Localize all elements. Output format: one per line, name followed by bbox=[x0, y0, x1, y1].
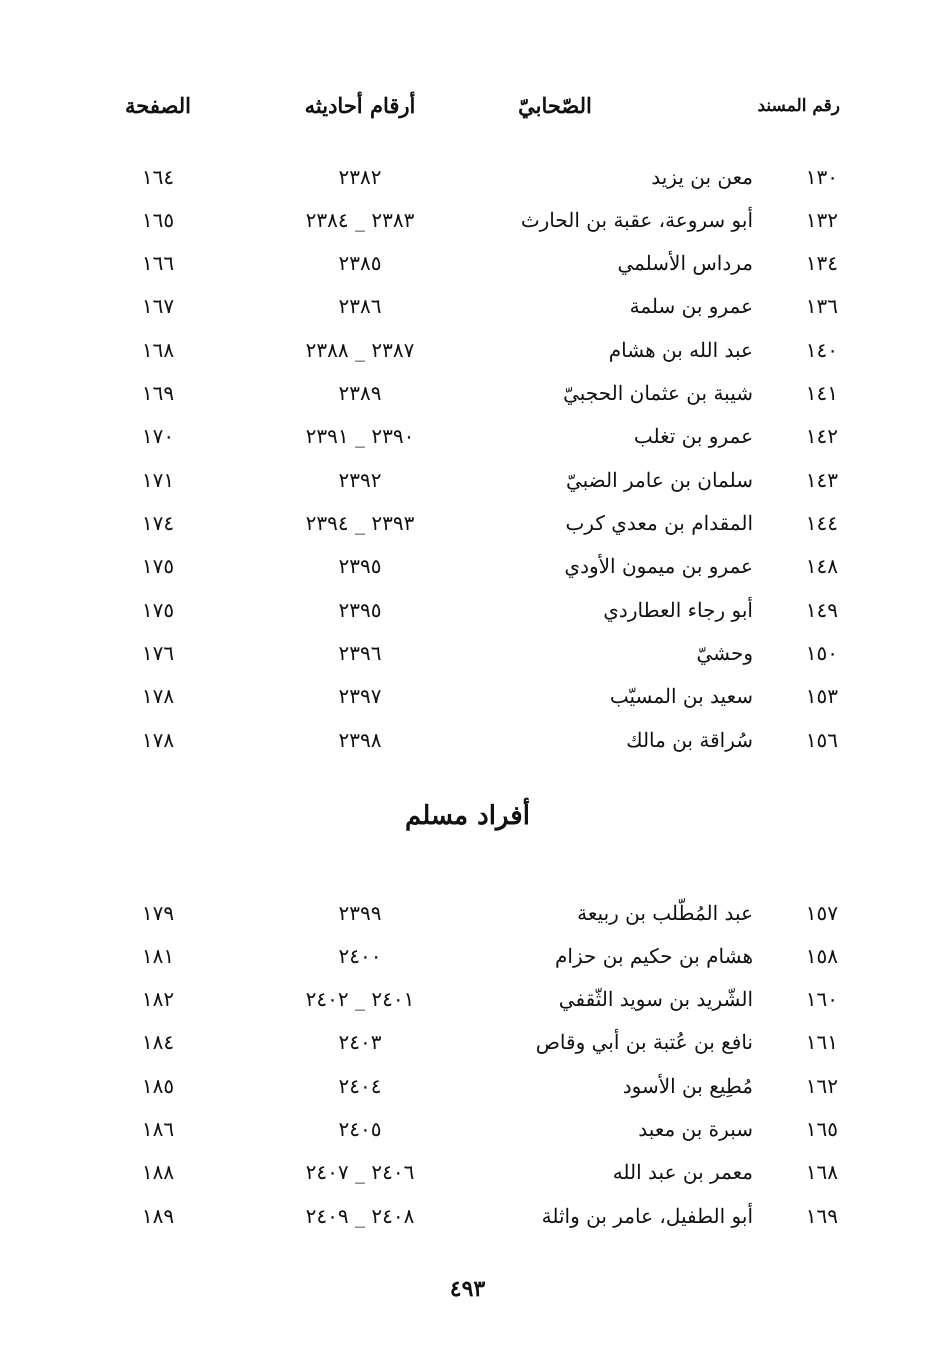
companion-name: معن بن يزيد bbox=[651, 165, 753, 189]
table-row bbox=[0, 330, 935, 370]
page-ref: ١٧١ bbox=[141, 468, 175, 492]
table-row bbox=[0, 1066, 935, 1106]
companion-name: المقدام بن معدي كرب bbox=[565, 511, 753, 535]
page-ref: ١٨٢ bbox=[141, 987, 175, 1011]
table-row bbox=[0, 286, 935, 326]
musnad-number: ١٥٧ bbox=[805, 901, 838, 925]
hadith-numbers: ٢٣٩٠ _ ٢٣٩١ bbox=[305, 424, 415, 448]
table-row bbox=[0, 546, 935, 586]
musnad-number: ١٦٥ bbox=[805, 1117, 838, 1141]
hadith-numbers: ٢٣٩٨ bbox=[338, 728, 382, 752]
hadith-numbers: ٢٤٠٥ bbox=[338, 1117, 382, 1141]
companion-name: شيبة بن عثمان الحجبيّ bbox=[563, 381, 753, 405]
table-row bbox=[0, 503, 935, 543]
musnad-number: ١٣٤ bbox=[805, 251, 838, 275]
hadith-numbers: ٢٣٨٧ _ ٢٣٨٨ bbox=[305, 338, 415, 362]
table-row bbox=[0, 157, 935, 197]
page-ref: ١٧٤ bbox=[141, 511, 175, 535]
musnad-number: ١٤٢ bbox=[805, 424, 838, 448]
hadith-numbers: ٢٣٨٦ bbox=[338, 294, 382, 318]
page-ref: ١٧٨ bbox=[141, 684, 175, 708]
page-ref: ١٧٨ bbox=[141, 728, 175, 752]
header-num: رقم المسند bbox=[757, 96, 840, 116]
musnad-number: ١٦٢ bbox=[805, 1074, 838, 1098]
musnad-number: ١٣٠ bbox=[805, 165, 838, 189]
table-row bbox=[0, 416, 935, 456]
companion-name: عمرو بن تغلب bbox=[633, 424, 753, 448]
page-ref: ١٧٥ bbox=[141, 598, 175, 622]
page-ref: ١٦٩ bbox=[141, 381, 175, 405]
table-row bbox=[0, 460, 935, 500]
musnad-number: ١٦٠ bbox=[805, 987, 838, 1011]
musnad-number: ١٤٨ bbox=[805, 554, 838, 578]
table-row bbox=[0, 1152, 935, 1192]
section-title: أفراد مسلم bbox=[405, 801, 530, 831]
page-ref: ١٦٦ bbox=[141, 251, 175, 275]
hadith-numbers: ٢٤٠٨ _ ٢٤٠٩ bbox=[305, 1204, 415, 1228]
table-row bbox=[0, 633, 935, 673]
hadith-numbers: ٢٣٩٢ bbox=[338, 468, 382, 492]
table-row bbox=[0, 1109, 935, 1149]
musnad-number: ١٥٣ bbox=[805, 684, 838, 708]
hadith-numbers: ٢٣٩٩ bbox=[338, 901, 382, 925]
table-row bbox=[0, 243, 935, 283]
hadith-numbers: ٢٣٨٥ bbox=[338, 251, 382, 275]
table-row bbox=[0, 893, 935, 933]
companion-name: الشّريد بن سويد الثّقفي bbox=[558, 987, 753, 1011]
companion-name: مرداس الأسلمي bbox=[617, 251, 753, 275]
header-hadith: أرقام أحاديثه bbox=[304, 93, 416, 118]
companion-name: عمرو بن ميمون الأودي bbox=[564, 554, 753, 578]
companion-name: معمر بن عبد الله bbox=[612, 1160, 753, 1184]
companion-name: سُراقة بن مالك bbox=[626, 728, 753, 752]
page-number: ٤٩٣ bbox=[449, 1276, 486, 1302]
page-ref: ١٦٧ bbox=[141, 294, 175, 318]
hadith-numbers: ٢٣٩٥ bbox=[338, 598, 382, 622]
page-ref: ١٨٤ bbox=[141, 1030, 175, 1054]
companion-name: عبد المُطّلب بن ربيعة bbox=[577, 901, 753, 925]
musnad-number: ١٥٨ bbox=[805, 944, 838, 968]
companion-name: سلمان بن عامر الضبيّ bbox=[565, 468, 753, 492]
musnad-number: ١٤٩ bbox=[805, 598, 838, 622]
page-ref: ١٨٥ bbox=[141, 1074, 175, 1098]
musnad-number: ١٦٩ bbox=[805, 1204, 838, 1228]
table-row bbox=[0, 720, 935, 760]
companion-name: أبو سروعة، عقبة بن الحارث bbox=[520, 208, 753, 232]
page-ref: ١٧٠ bbox=[141, 424, 175, 448]
hadith-numbers: ٢٣٨٣ _ ٢٣٨٤ bbox=[305, 208, 415, 232]
musnad-number: ١٦٨ bbox=[805, 1160, 838, 1184]
table-row bbox=[0, 590, 935, 630]
hadith-numbers: ٢٣٨٩ bbox=[338, 381, 382, 405]
page-ref: ١٦٤ bbox=[141, 165, 175, 189]
hadith-numbers: ٢٣٨٢ bbox=[338, 165, 382, 189]
table-header bbox=[0, 86, 935, 126]
hadith-numbers: ٢٣٩٣ _ ٢٣٩٤ bbox=[305, 511, 415, 535]
companion-name: سعيد بن المسيّب bbox=[609, 684, 753, 708]
musnad-number: ١٦١ bbox=[805, 1030, 838, 1054]
hadith-numbers: ٢٤٠٠ bbox=[338, 944, 382, 968]
companion-name: عمرو بن سلمة bbox=[629, 294, 753, 318]
companion-name: مُطِيع بن الأسود bbox=[622, 1074, 753, 1098]
musnad-number: ١٤٤ bbox=[805, 511, 838, 535]
table-row bbox=[0, 373, 935, 413]
musnad-number: ١٥٦ bbox=[805, 728, 838, 752]
page-ref: ١٨٩ bbox=[141, 1204, 175, 1228]
hadith-numbers: ٢٣٩٦ bbox=[338, 641, 382, 665]
page-ref: ١٧٦ bbox=[141, 641, 175, 665]
table-row bbox=[0, 979, 935, 1019]
page-ref: ١٧٥ bbox=[141, 554, 175, 578]
musnad-number: ١٤١ bbox=[805, 381, 838, 405]
hadith-numbers: ٢٤٠١ _ ٢٤٠٢ bbox=[305, 987, 415, 1011]
table-row bbox=[0, 676, 935, 716]
companion-name: هشام بن حكيم بن حزام bbox=[555, 944, 753, 968]
table-row bbox=[0, 936, 935, 976]
page-ref: ١٨١ bbox=[141, 944, 175, 968]
page-ref: ١٧٩ bbox=[141, 901, 175, 925]
hadith-numbers: ٢٤٠٦ _ ٢٤٠٧ bbox=[305, 1160, 415, 1184]
page-ref: ١٨٦ bbox=[141, 1117, 175, 1141]
hadith-numbers: ٢٣٩٧ bbox=[338, 684, 382, 708]
page-ref: ١٨٨ bbox=[141, 1160, 175, 1184]
musnad-number: ١٥٠ bbox=[805, 641, 838, 665]
companion-name: أبو الطفيل، عامر بن واثلة bbox=[541, 1204, 753, 1228]
header-name: الصّحابيّ bbox=[518, 93, 592, 118]
musnad-number: ١٣٦ bbox=[805, 294, 838, 318]
musnad-number: ١٣٢ bbox=[805, 208, 838, 232]
hadith-numbers: ٢٤٠٣ bbox=[338, 1030, 382, 1054]
table-row bbox=[0, 1196, 935, 1236]
companion-name: عبد الله بن هشام bbox=[608, 338, 753, 362]
companion-name: سبرة بن معبد bbox=[638, 1117, 753, 1141]
companion-name: وحشيّ bbox=[696, 641, 753, 665]
hadith-numbers: ٢٣٩٥ bbox=[338, 554, 382, 578]
header-page: الصفحة bbox=[125, 93, 191, 118]
hadith-numbers: ٢٤٠٤ bbox=[338, 1074, 382, 1098]
companion-name: نافع بن عُتبة بن أبي وقاص bbox=[535, 1030, 753, 1054]
musnad-number: ١٤٣ bbox=[805, 468, 838, 492]
table-row bbox=[0, 1022, 935, 1062]
companion-name: أبو رجاء العطاردي bbox=[603, 598, 753, 622]
table-row bbox=[0, 200, 935, 240]
musnad-number: ١٤٠ bbox=[805, 338, 838, 362]
page-ref: ١٦٨ bbox=[141, 338, 175, 362]
page-ref: ١٦٥ bbox=[141, 208, 175, 232]
